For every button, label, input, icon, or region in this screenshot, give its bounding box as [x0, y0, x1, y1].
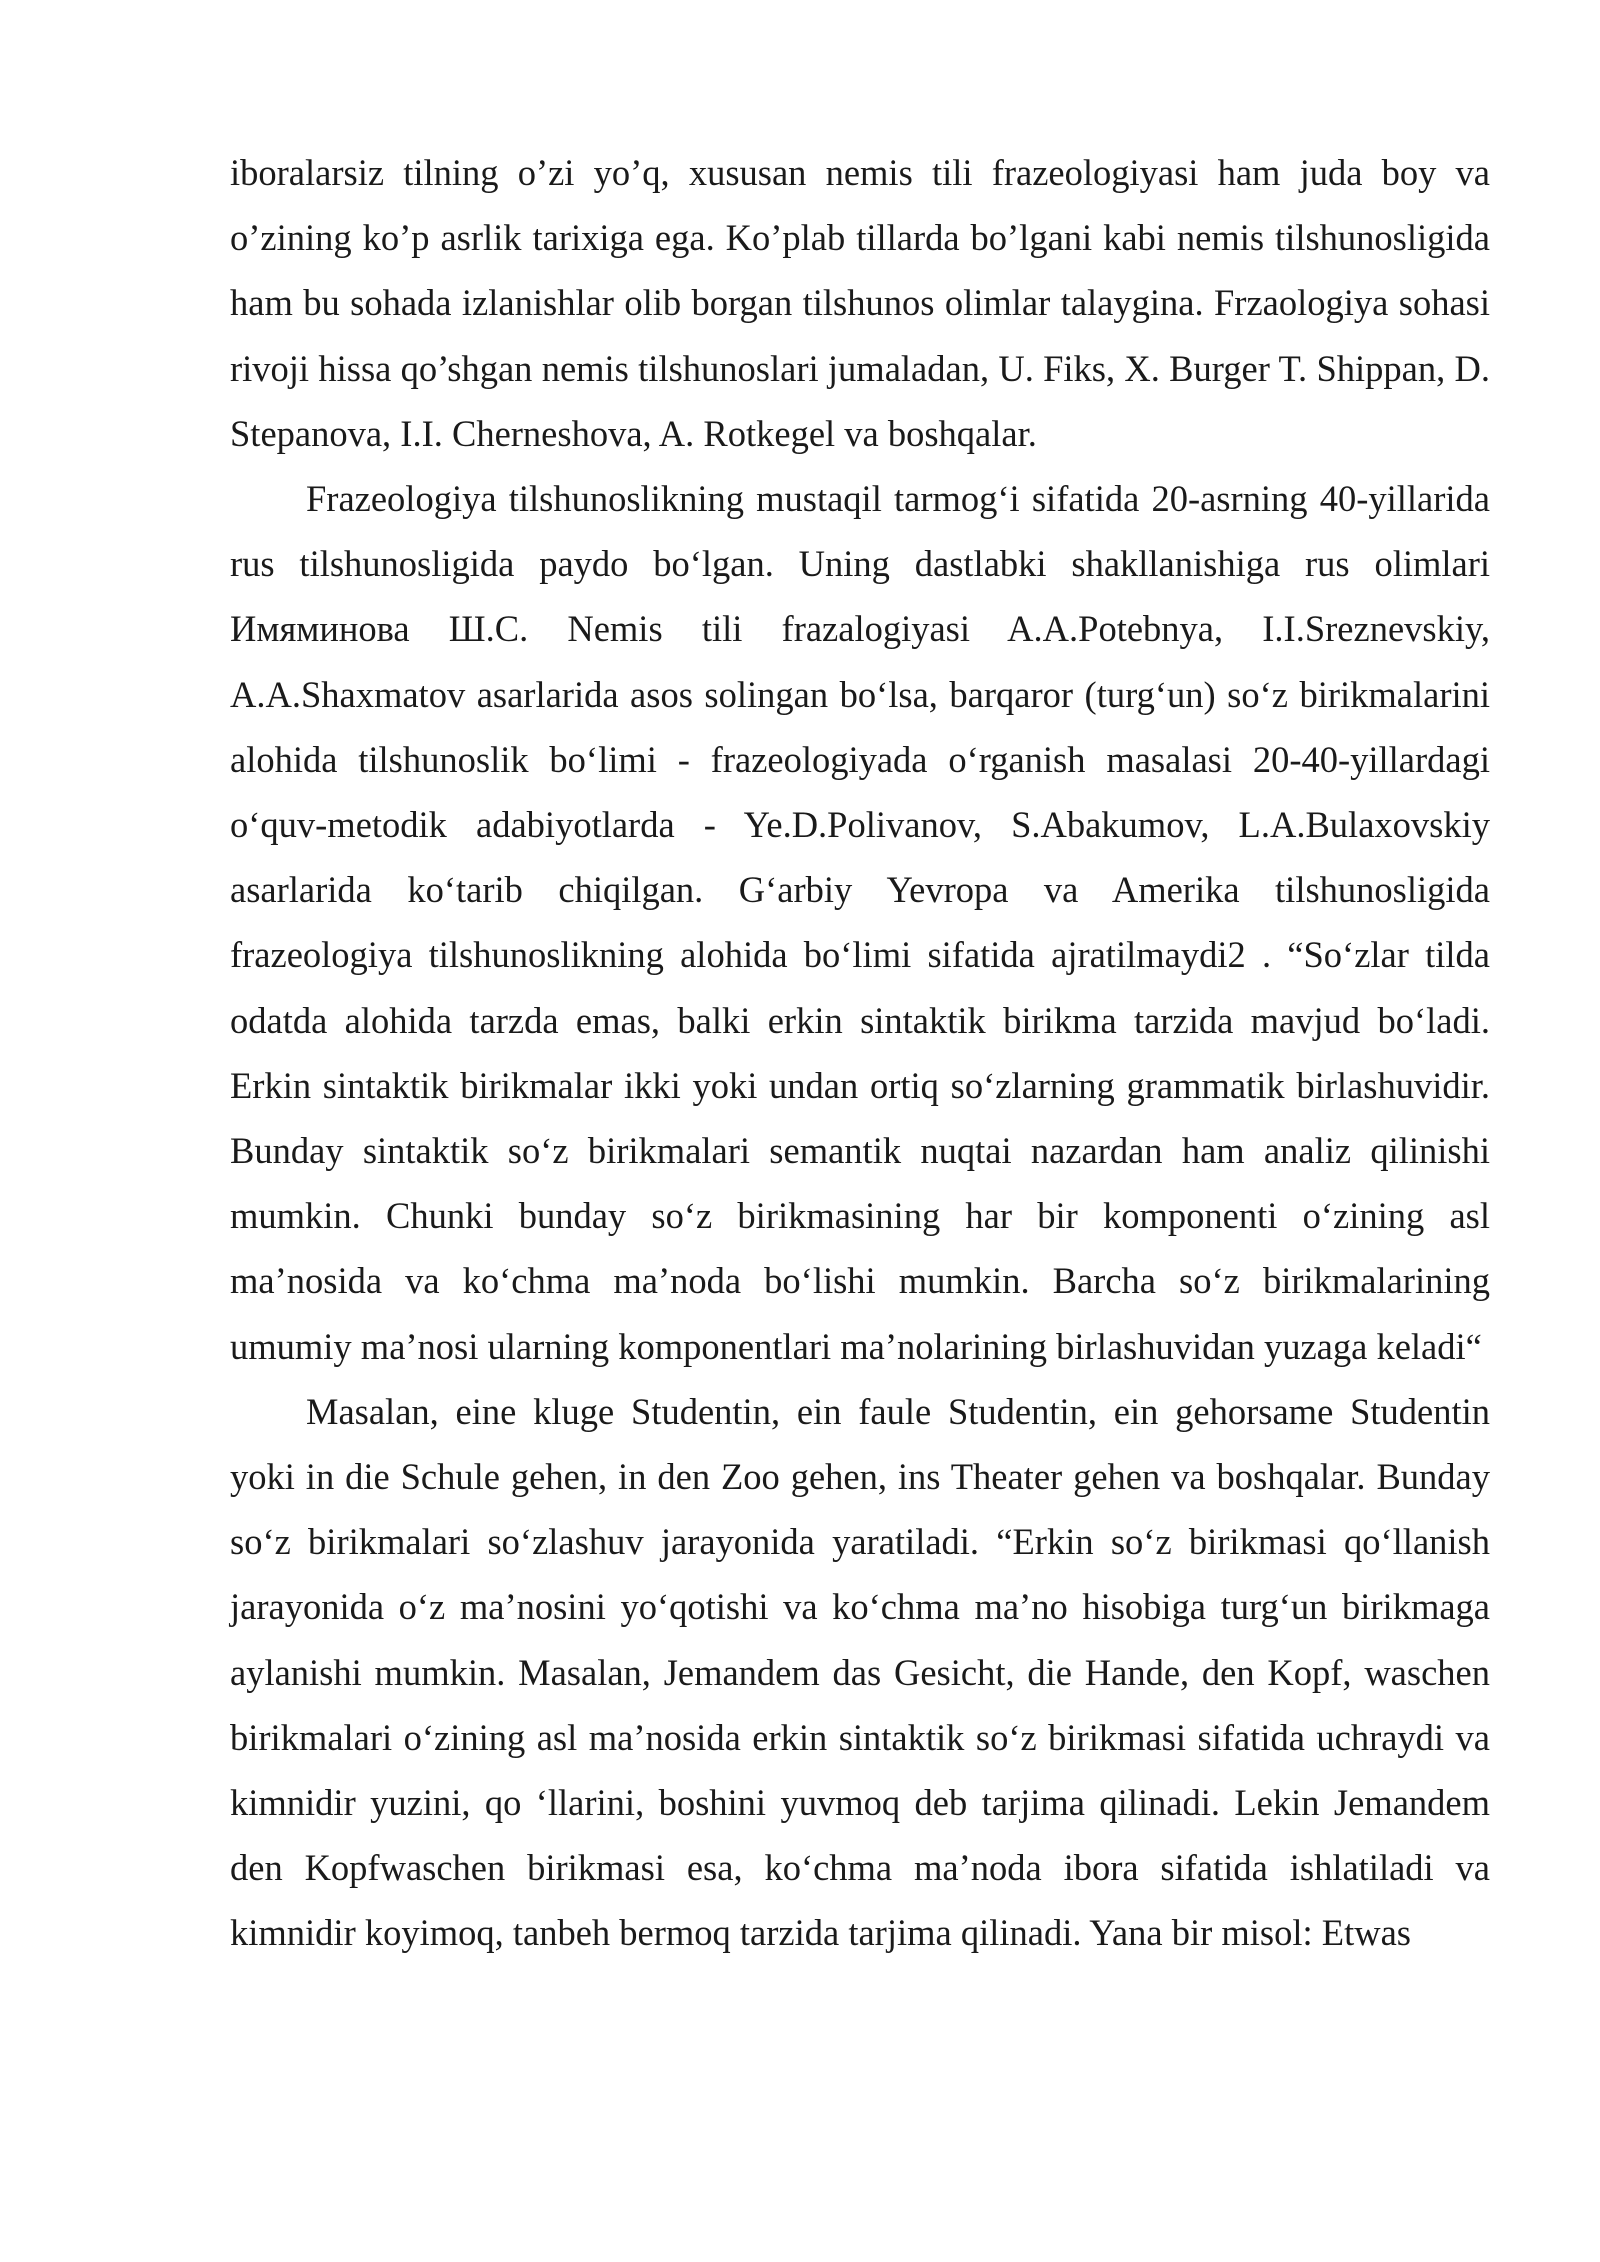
paragraph-frazeologiya-history: Frazeologiya tilshunoslikning mustaqil tarmog‘i sifatida 20-asrning 40-yillarida rus tilshunosligida paydo bo‘lgan. Uning dastlabki shakllanishiga rus olimlari Имяминова Ш.С. Nemis tili frazalogiyasi A.A.Potebnya, I.I.Sreznevskiy, A.A.Shaxmatov asarlarida asos solingan bo‘lsa, barqaror (turg‘un) so‘z birikmalarini alohida tilshunoslik bo‘limi - frazeologiyada o‘rganish masalasi 20-40-yillardagi o‘quv-metodik adabiyotlarda - Ye.D.Polivanov, S.Abakumov, L.A.Bulaxovskiy asarlarida ko‘tarib chiqilgan. G‘arbiy Yevropa va Amerika tilshunosligida frazeologiya tilshunoslikning alohida bo‘limi sifatida ajratilmaydi2 . “So‘zlar tilda odatda alohida tarzda emas, balki erkin sintaktik birikma tarzida mavjud bo‘ladi. Erkin sintaktik birikmalar ikki yoki undan ortiq so‘zlarning grammatik birlashuvidir. Bunday sintaktik so‘z birikmalari semantik nuqtai nazardan ham analiz qilinishi mumkin. Chunki bunday so‘z birikmasining har bir komponenti o‘zining asl ma’nosida va ko‘chma ma’noda bo‘lishi mumkin. Barcha so‘z birikmalarining umumiy ma’nosi ularning komponentlari ma’nolarining birlashuvidan yuzaga keladi“ [230, 478, 1490, 1367]
document-page [230, 140, 1490, 1966]
paragraph-masalan-examples: Masalan, eine kluge Studentin, ein faule Studentin, ein gehorsame Studentin yoki in die Schule gehen, in den Zoo gehen, ins Theater gehen va boshqalar. Bunday so‘z birikmalari so‘zlashuv jarayonida yaratiladi. “Erkin so‘z birikmasi qo‘llanish jarayonida o‘z ma’nosini yo‘qotishi va ko‘chma ma’no hisobiga turg‘un birikmaga aylanishi mumkin. Masalan, Jemandem das Gesicht, die Hande, den Kopf, waschen birikmalari o‘zining asl ma’nosida erkin sintaktik so‘z birikmasi sifatida uchraydi va kimnidir yuzini, qo ‘llarini, boshini yuvmoq deb tarjima qilinadi. Lekin Jemandem den Kopfwaschen birikmasi esa, ko‘chma ma’noda ibora sifatida ishlatiladi va kimnidir koyimoq, tanbeh bermoq tarzida tarjima qilinadi. Yana bir misol: Etwas [230, 1390, 1490, 1954]
paragraph-continuation: iboralarsiz tilning o’zi yo’q, xususan nemis tili frazeologiyasi ham juda boy va o’zining ko’p asrlik tarixiga ega. Ko’plab tillarda bo’lgani kabi nemis tilshunosligida ham bu sohada izlanishlar olib borgan tilshunos olimlar talaygina. Frzaologiya sohasi rivoji hissa qo’shgan nemis tilshunoslari jumaladan, U. Fiks, X. Burger T. Shippan, D. Stepanova, I.I. Cherneshova, A. Rotkegel va boshqalar. [230, 152, 1490, 454]
